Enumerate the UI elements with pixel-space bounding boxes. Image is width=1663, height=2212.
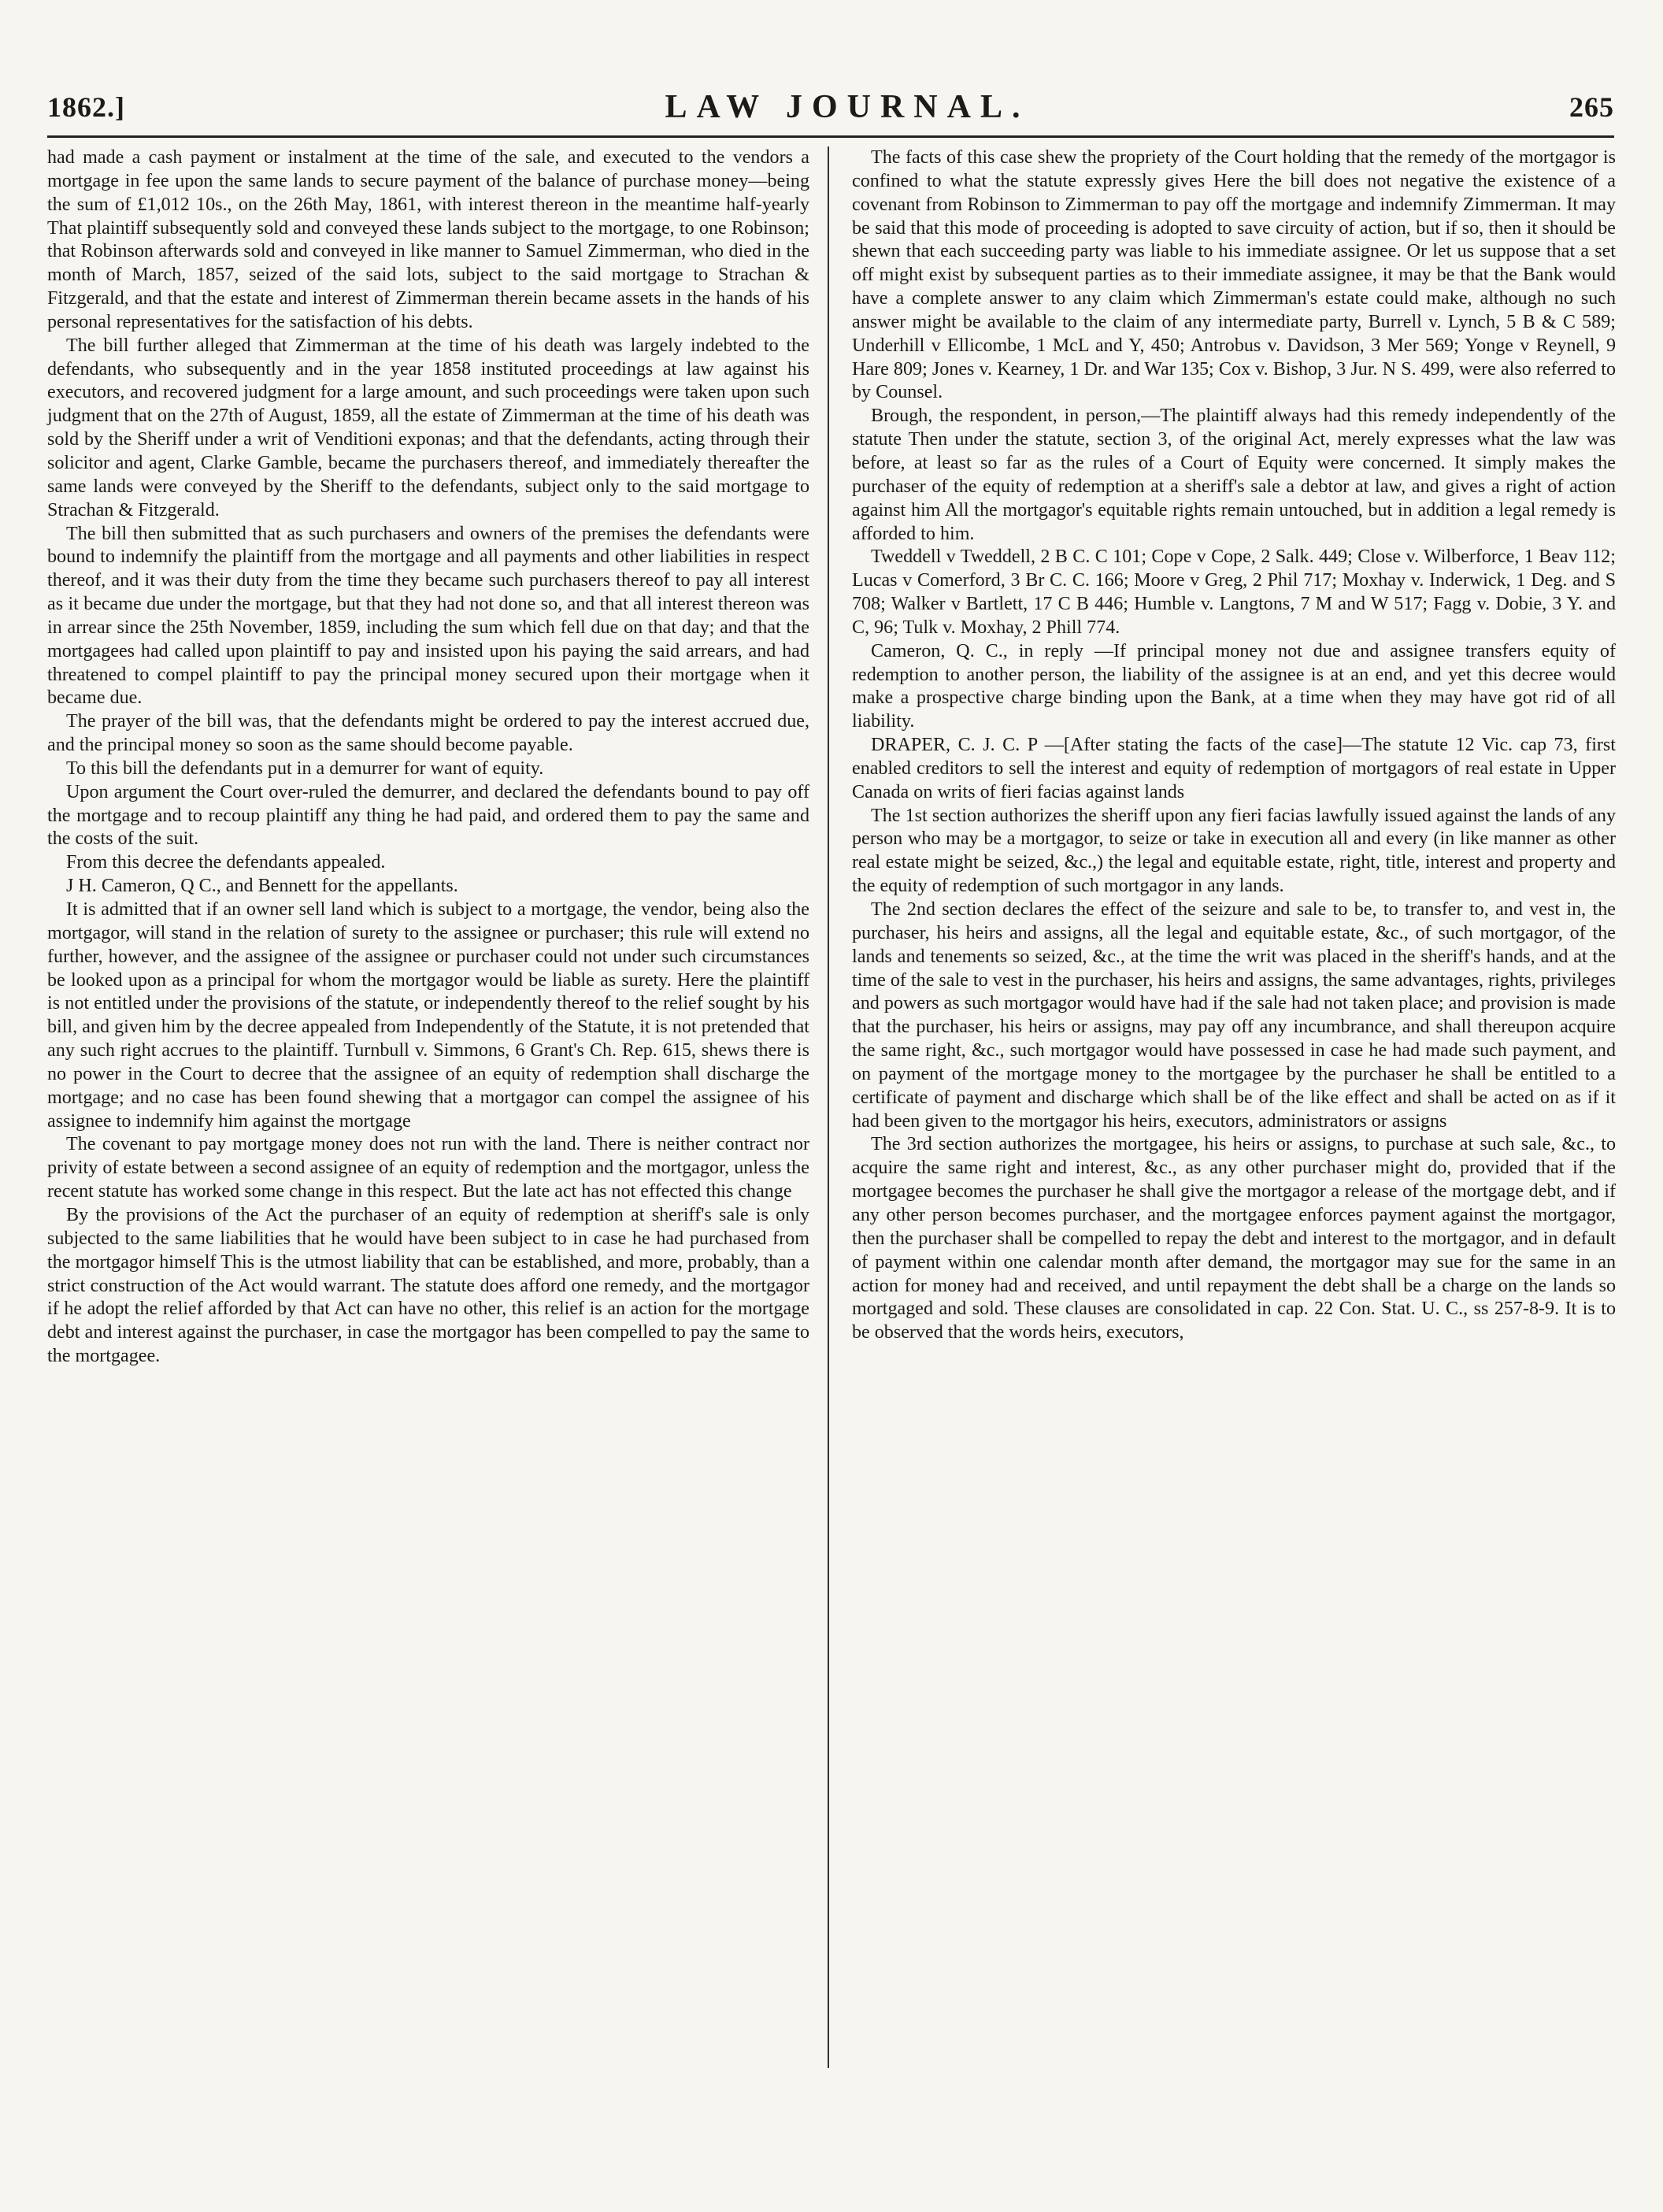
paragraph: Brough, the respondent, in person,—The plaintiff always had this remedy independently of the statute Then under the statute, section 3, of the original Act, merely expresses what the law was before, at least so far as the rules of a Court of Equity were concerned. It simply makes the purchaser of the equity of redemption at a sheriff's sale a debtor at law, and gives a right of action against him All the mortgagor's equitable rights remain untouched, but in addition a legal remedy is afforded to him. <box>852 406 1616 544</box>
paragraph: From this decree the defendants appealed. <box>66 852 386 873</box>
counsel-line: J H. Cameron, Q C., and Bennett for the appellants. <box>66 876 458 897</box>
paragraph: The bill then submitted that as such purchasers and owners of the premises the defendants were bound to indemnify the plaintiff from the mortgage and all payments and other liabilities in respect thereof, and it was their duty from the time they became such purchasers thereof to pay all interest as it became due under the mortgage, but that they had not done so, and that all interest thereon was in arrear since the 25th November, 1859, including the sum which fell due on that day; and that the mortgagees had called upon plaintiff to pay and insisted upon his paying the said arrears, and had threatened to compel plaintiff to pay the principal money secured upon their mortgage when it became due. <box>47 523 809 709</box>
citations-paragraph: Tweddell v Tweddell, 2 B C. C 101; Cope v Cope, 2 Salk. 449; Close v. Wilberforce, 1 Beav 112; Lucas v Comerford, 3 Br C. C. 166; Moore v Greg, 2 Phil 717; Moxhay v. Inderwick, 1 Deg. and S 708; Walker v Bartlett, 17 C B 446; Humble v. Langtons, 7 M and W 517; Fagg v. Dobie, 3 Y. and C, 96; Tulk v. Moxhay, 2 Phill 774. <box>852 547 1616 638</box>
left-column <box>47 146 809 1369</box>
paragraph: To this bill the defendants put in a demurrer for want of equity. <box>66 758 544 779</box>
paragraph: By the provisions of the Act the purchaser of an equity of redemption at sheriff's sale is only subjected to the same liabilities that he would have been subject to in case he had purchased from the mortgagor himself This is the utmost liability that can be established, and more, probably, than a strict construction of the Act would warrant. The statute does afford one remedy, and the mortgagor if he adopt the relief afforded by that Act can have no other, this relief is an action for the mortgage debt and interest against the purchaser, in case the mortgagor has been compelled to pay the same to the mortgagee. <box>47 1204 809 1367</box>
judgment-opening: DRAPER, C. J. C. P —[After stating the facts of the case]—The statute 12 Vic. cap 73, first enabled creditors to sell the interest and equity of redemption of mortgagors of real estate in Upper Canada on writs of fieri facias against lands <box>852 735 1616 802</box>
paragraph: Upon argument the Court over-ruled the demurrer, and declared the defendants bound to pay off the mortgage and to recoup plaintiff any thing he had paid, and ordered them to pay the same and the costs of the suit. <box>47 781 809 850</box>
page-header <box>47 79 1614 138</box>
paragraph: It is admitted that if an owner sell land which is subject to a mortgage, the vendor, being also the mortgagor, will stand in the relation of surety to the assignee or purchaser; this rule will extend no further, however, and the assignee of the assignee or purchaser could not under such circumstances be looked upon as a principal for whom the mortgagor would be liable as surety. Here the plaintiff is not entitled under the provisions of the statute, or independently thereof to the relief sought by his bill, and given him by the decree appealed from Independently of the Statute, it is not pretended that any such right accrues to the plaintiff. Turnbull v. Simmons, 6 Grant's Ch. Rep. 615, shews there is no power in the Court to decree that the assignee of an equity of redemption shall discharge the mortgage; and no case has been found shewing that a mortgagor can compel the assignee of his assignee to indemnify him against the mortgage <box>47 899 809 1132</box>
paragraph: The 2nd section declares the effect of the seizure and sale to be, to transfer to, and vest in, the purchaser, his heirs and assigns, all the legal and equitable estate, &c., of such mortgagor, of the lands and tenements so seized, &c., at the time the writ was placed in the sheriff's hands, and at the time of the sale to vest in the purchaser, his heirs and assigns, the same advantages, rights, privileges and powers as such mortgagor would have had if the sale had not taken place; and provision is made that the purchaser, his heirs or assigns, may pay off any incumbrance, and shall thereupon acquire the same right, &c., such mortgagor would have possessed in case he had made such payment, and on payment of the mortgage money to the mortgagee by the purchaser he shall be entitled to a certificate of payment and discharge which shall be of the like effect and shall be acted on as if it had been given to the mortgagor his heirs, executors, administrators or assigns <box>852 899 1616 1132</box>
journal-title: LAW JOURNAL. <box>665 89 1030 125</box>
paragraph: The covenant to pay mortgage money does not run with the land. There is neither contract nor privity of estate between a second assignee of an equity of redemption and the mortgagor, unless the recent statute has worked some change in this respect. But the late act has not effected this change <box>47 1134 809 1202</box>
paragraph: The bill further alleged that Zimmerman at the time of his death was largely indebted to the defendants, who subsequently and in the year 1858 instituted proceedings at law against his executors, and recovered judgment for a large amount, and such proceedings were taken upon such judgment that on the 27th of August, 1859, all the estate of Zimmerman at the time of his death was sold by the Sheriff under a writ of Venditioni exponas; and that the defendants, acting through their solicitor and agent, Clarke Gamble, became the purchasers thereof, and immediately thereafter the same lands were conveyed by the Sheriff to the defendants, subject only to the said mortgage to Strachan & Fitzgerald. <box>47 335 809 521</box>
right-column <box>852 146 1616 1345</box>
header-year: 1862.] <box>47 91 125 123</box>
column-divider <box>828 146 829 2068</box>
paragraph: The prayer of the bill was, that the defendants might be ordered to pay the interest accrued due, and the principal money so soon as the same should become payable. <box>47 711 809 756</box>
paragraph: The facts of this case shew the propriety of the Court holding that the remedy of the mortgagor is confined to what the statute expressly gives Here the bill does not negative the existence of a covenant from Robinson to Zimmerman to pay off the mortgage and indemnify Zimmerman. It may be said that this mode of proceeding is adopted to save circuity of action, but if so, then it should be shewn that each succeeding party was liable to his immediate assignee. Or let us suppose that a set off might exist by subsequent parties as to their immediate assignee, it may be that the Bank would have a complete answer to any claim which Zimmerman's estate could make, although no such answer might be available to the claim of any intermediate party, Burrell v. Lynch, 5 B & C 589; Underhill v Ellicombe, 1 McL and Y, 450; Antrobus v. Davidson, 3 Mer 569; Yonge v Reynell, 9 Hare 809; Jones v. Kearney, 1 Dr. and War 135; Cox v. Bishop, 3 Jur. N S. 499, were also referred to by Counsel. <box>852 147 1616 403</box>
paragraph: The 3rd section authorizes the mortgagee, his heirs or assigns, to purchase at such sale, &c., to acquire the same right and interest, &c., as any other purchaser might do, provided that if the mortgagee becomes the purchaser he shall give the mortgagor a release of the mortgage debt, and if any other person becomes purchaser, and the mortgagee enforces payment against the mortgagor, then the purchaser shall be compelled to repay the debt and interest to the mortgagor, and in default of payment within one calendar month after demand, the mortgagor may sue for the same in an action for money had and received, and until repayment the debt shall be a charge on the lands so mortgaged and sold. These clauses are consolidated in cap. 22 Con. Stat. U. C., ss 257-8-9. It is to be observed that the words heirs, executors, <box>852 1134 1616 1343</box>
page-number: 265 <box>1569 91 1614 123</box>
paragraph: had made a cash payment or instalment at the time of the sale, and executed to the vendors a mortgage in fee upon the same lands to secure payment of the balance of purchase money—being the sum of £1,012 10s., on the 26th May, 1861, with interest thereon in the meantime half-yearly That plaintiff subsequently sold and conveyed these lands subject to the mortgage, to one Robinson; that Robinson afterwards sold and conveyed in like manner to Samuel Zimmerman, who died in the month of March, 1857, seized of the said lots, subject to the said mortgage to Strachan & Fitzgerald, and that the estate and interest of Zimmerman therein became assets in the hands of his personal representatives for the satisfaction of his debts. <box>47 147 809 332</box>
paragraph: Cameron, Q. C., in reply —If principal money not due and assignee transfers equity of redemption to another person, the liability of the assignee is at an end, and yet this decree would make a prospective charge binding upon the Bank, at a time when they may have got rid of all liability. <box>852 640 1616 732</box>
paragraph: The 1st section authorizes the sheriff upon any fieri facias lawfully issued against the lands of any person who may be a mortgagor, to seize or take in execution all and every (in like manner as other real estate might be seized, &c.,) the legal and equitable estate, right, title, interest and property and the equity of redemption of such mortgagor in any lands. <box>852 805 1616 897</box>
